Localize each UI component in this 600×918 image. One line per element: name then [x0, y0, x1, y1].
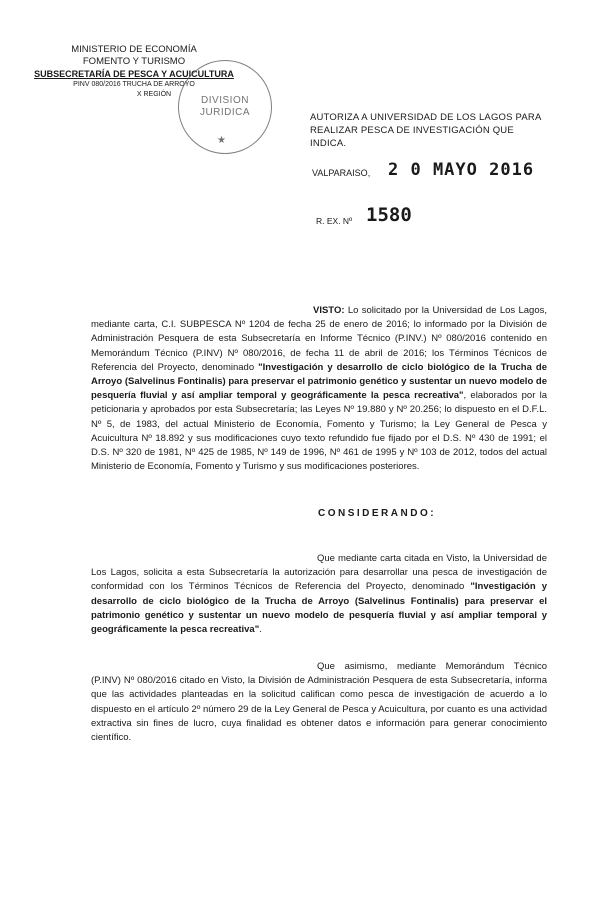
visto-text-2: , elaborados por la peticionaria y aprobados por esta Subsecretaría; las Leyes Nº 19.880 y Nº 20.256; lo dispuesto en el D.F.L. Nº 5, de 1983, del actual Ministerio de Economía, Fomento y Turismo; la Ley General de Pesca y Acuicultura Nº 18.892 y sus modificaciones cuyo texto refundido fue fijado por el D.S. Nº 430 de 1991; el D.S. Nº 320 de 1981, Nº 425 de 1985, Nº 149 de 1996, Nº 461 de 1995 y Nº 103 de 2012, todos del actual Ministerio de Economía, Fomento y Turismo y sus modificaciones posteriores. — [91, 390, 547, 473]
considerando-1-project-title: "Investigación y desarrollo de ciclo biológico de la Trucha de Arroyo (Salvelinus Fontinalis) para preservar el patrimonio genético y sustentar un nuevo modelo de pesquería fluvial y así ampliar temporal y geográficamente la pesca recreativa" — [91, 581, 547, 636]
considerando-paragraph-2 — [91, 660, 547, 745]
region-label: X REGIÓN — [136, 91, 172, 98]
visto-text-1: Lo solicitado por la Universidad de Los Lagos, mediante carta, C.I. SUBPESCA Nº 1204 de fecha 25 de enero de 2016; lo informado por la División de Administración Pesquera de esta Subsecretaría en Informe Técnico (P.INV.) Nº 080/2016 contenido en Memorándum Técnico (P.INV) Nº 080/2016, de fecha 11 de abril de 2016; los Términos Técnicos de Referencia del Proyecto, denominado — [91, 305, 547, 373]
visto-label: VISTO: — [313, 305, 345, 316]
division-juridica-stamp — [178, 60, 272, 154]
subject-line: AUTORIZA A UNIVERSIDAD DE LOS LAGOS PARA REALIZAR PESCA DE INVESTIGACIÓN QUE INDICA. — [310, 112, 541, 149]
considerando-2-text: Que asimismo, mediante Memorándum Técnico (P.INV) Nº 080/2016 citado en Visto, la División de Administración Pesquera de esta Subsecretaría, informa que las actividades planteadas en la solicitud califican como pesca de investigación de acuerdo a lo dispuesto en el artículo 2º número 29 de la Ley General de Pesca y Acuicultura, por cuanto es una actividad extractiva sin fines de lucro, cuya finalidad es obtener datos e información para generar conocimiento científico. — [91, 661, 547, 744]
ministry-name: MINISTERIO DE ECONOMÍA — [71, 44, 197, 55]
subsecretaria-name: SUBSECRETARÍA DE PESCA Y ACUICULTURA — [34, 69, 234, 79]
reference-code: PINV 080/2016 TRUCHA DE ARROYO — [73, 81, 195, 88]
place-label: VALPARAISO, — [312, 168, 371, 178]
stamp-line-2: JURIDICA — [199, 107, 251, 118]
considerando-1-end: . — [259, 624, 262, 636]
resolution-label: R. EX. Nº — [316, 216, 353, 226]
star-icon: ★ — [217, 135, 226, 146]
considerando-1-text: Que mediante carta citada en Visto, la Universidad de Los Lagos, solicita a esta Subsecretaría la autorización para desarrollar una pesca de investigación de conformidad con los Términos Técnicos de Referencia del Proyecto, denominado — [91, 553, 547, 593]
ministry-subname: FOMENTO Y TURISMO — [82, 56, 186, 67]
visto-paragraph — [91, 304, 547, 474]
visto-project-title: "Investigación y desarrollo de ciclo biológico de la Trucha de Arroyo (Salvelinus Fontinalis) para preservar el patrimonio genético y sustentar un nuevo modelo de pesquería fluvial y así ampliar temporal y geográficamente la pesca recreativa" — [91, 361, 547, 402]
considerando-heading: CONSIDERANDO: — [318, 508, 437, 519]
resolution-number: 1580 — [366, 204, 412, 226]
date-stamp: 2 0 MAYO 2016 — [388, 160, 535, 180]
considerando-paragraph-1 — [91, 552, 547, 637]
stamp-line-1: DIVISION — [201, 95, 249, 106]
